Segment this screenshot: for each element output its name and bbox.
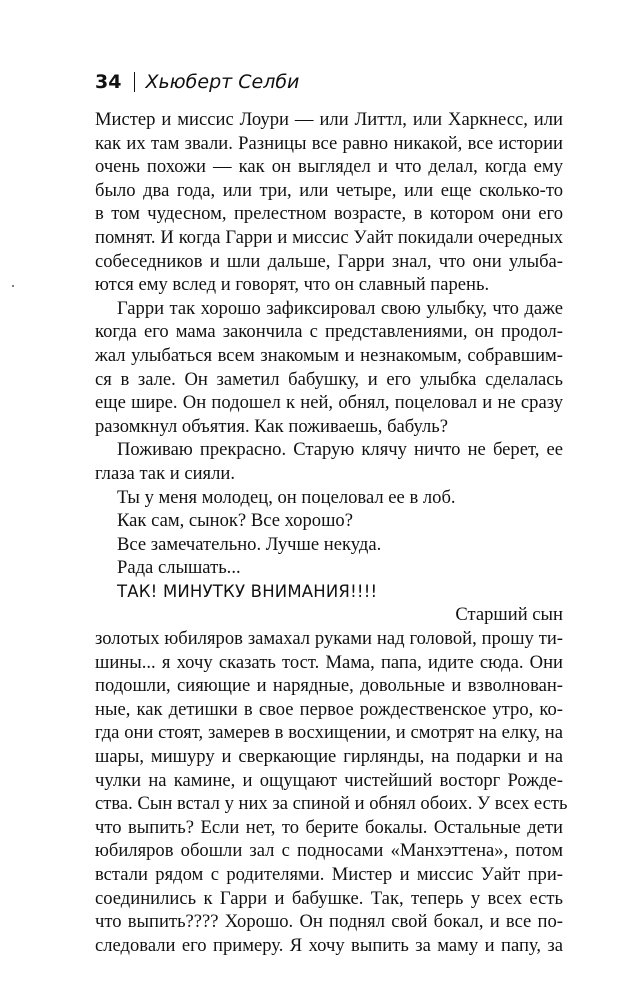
shout-line: ТАК! МИНУТКУ ВНИМАНИЯ!!!! xyxy=(117,581,378,601)
header-separator xyxy=(134,72,135,92)
scan-speck xyxy=(12,285,14,287)
text-line: как их там звали. Разницы все равно никакой, все истории xyxy=(95,132,563,154)
text-line: шары, мишуру и сверкающие гирлянды, на подарки и на xyxy=(95,746,563,768)
paragraph-start-line: Ты у меня молодец, он поцеловал ее в лоб. xyxy=(117,486,456,508)
hanging-line: Старший сын xyxy=(455,604,563,626)
text-line: помнят. И когда Гарри и миссис Уайт покидали очередных xyxy=(95,226,563,248)
text-line: жал улыбаться всем знакомым и незнакомым, собравшим- xyxy=(95,344,563,366)
text-line: ются ему вслед и говорят, что он славный парень. xyxy=(95,274,490,296)
text-line: чулки на камине, и ощущают чистейший восторг Рожде- xyxy=(95,769,563,791)
text-line: ся в зале. Он заметил бабушку, и его улыбка сделалась xyxy=(95,368,563,390)
page-body-text xyxy=(95,108,568,957)
paragraph-start-line: Поживаю прекрасно. Старую клячу ничто не берет, ее xyxy=(117,439,563,461)
text-line: ства. Сын встал у них за спиной и обнял обоих. У всех есть xyxy=(95,793,568,815)
text-line: что выпить???? Хорошо. Он поднял свой бокал, и все по- xyxy=(95,911,563,933)
text-line: золотых юбиляров замахал руками над головой, прошу ти- xyxy=(95,628,563,650)
text-line: разомкнул объятия. Как поживаешь, бабуль? xyxy=(95,415,449,437)
paragraph-start-line: Рада слышать... xyxy=(117,557,241,579)
running-header xyxy=(95,70,299,94)
paragraph-start-line: Гарри так хорошо зафиксировал свою улыбку, что даже xyxy=(117,297,563,319)
paragraph-start-line: Как сам, сынок? Все хорошо? xyxy=(117,510,353,532)
text-line: соединились к Гарри и бабушке. Так, теперь у всех есть xyxy=(95,887,563,909)
paragraph-start-line: Все замечательно. Лучше некуда. xyxy=(117,533,382,555)
text-line: глаза так и сияли. xyxy=(95,462,235,484)
text-line: в том чудесном, прелестном возрасте, в котором они его xyxy=(95,203,563,225)
text-line: следовали его примеру. Я хочу выпить за маму и папу, за xyxy=(95,934,563,956)
page-number: 34 xyxy=(95,71,122,93)
running-title: Хьюберт Селби xyxy=(145,71,300,93)
text-line: что выпить? Если нет, то берите бокалы. Остальные дети xyxy=(95,816,563,838)
text-line: Мистер и миссис Лоури — или Литтл, или Харкнесс, или xyxy=(95,109,563,130)
text-line: юбиляров обошли зал с подносами «Манхэттена», потом xyxy=(95,840,563,862)
text-line: еще шире. Он подошел к ней, обнял, поцеловал и не сразу xyxy=(95,392,563,414)
text-line: шины... я хочу сказать тост. Мама, папа, идите сюда. Они xyxy=(95,651,563,673)
text-line: очень похожи — как он выглядел и что делал, когда ему xyxy=(95,156,563,178)
text-line: гда они стоят, замерев в восхищении, и смотрят на елку, на xyxy=(95,722,563,744)
text-line: собеседников и шли дальше, Гарри знал, что они улыба- xyxy=(95,250,563,272)
text-line: было два года, или три, или четыре, или еще сколько-то xyxy=(95,179,563,201)
text-line: встали рядом с родителями. Мистер и миссис Уайт при- xyxy=(95,864,563,885)
text-line: когда его мама закончила с представлениями, он продол- xyxy=(95,321,563,343)
text-line: ные, как детишки в свое первое рождественское утро, ко- xyxy=(95,698,563,720)
text-line: подошли, сияющие и нарядные, довольные и взволнован- xyxy=(95,675,563,697)
